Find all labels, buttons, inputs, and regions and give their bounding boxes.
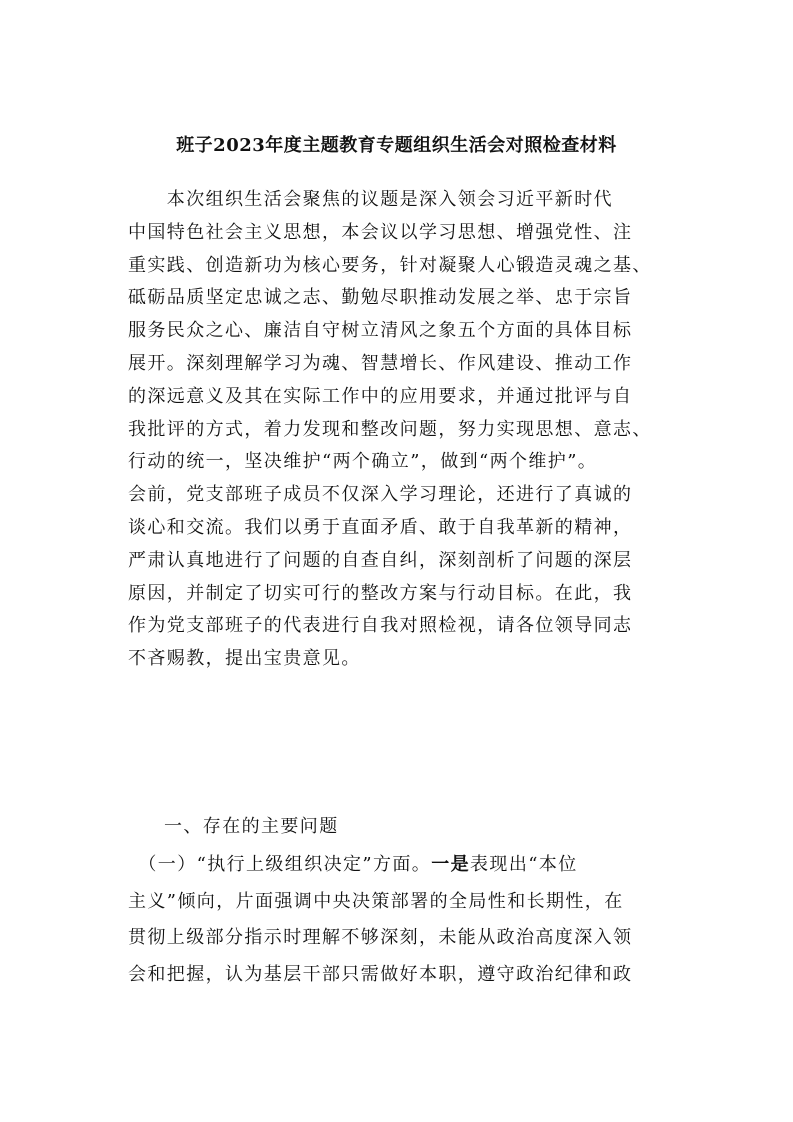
section-heading: 一、存在的主要问题 bbox=[164, 816, 339, 837]
paragraph-line: 中国特色社会主义思想，本会议以学习思想、增强党性、注 bbox=[128, 221, 633, 243]
paragraph-line: 主义”倾向，片面强调中央决策部署的全局性和长期性，在 bbox=[128, 890, 624, 912]
paragraph-line: 作为党支部班子的代表进行自我对照检视，请各位领导同志 bbox=[128, 615, 633, 637]
item-text: 表现出“本位 bbox=[470, 854, 578, 875]
paragraph-line: 砥砺品质坚定忠诚之志、勤勉尽职推动发展之举、忠于宗旨 bbox=[128, 287, 633, 309]
item-heading: （一）“执行上级组织决定”方面。 bbox=[128, 854, 432, 875]
paragraph-line: 原因，并制定了切实可行的整改方案与行动目标。在此，我 bbox=[128, 582, 633, 604]
paragraph-line: 的深远意义及其在实际工作中的应用要求，并通过批评与自 bbox=[128, 385, 633, 407]
paragraph-line: 重实践、创造新功为核心要务，针对凝聚人心锻造灵魂之基、 bbox=[128, 254, 652, 276]
paragraph-intro bbox=[128, 184, 676, 676]
paragraph-line: 我批评的方式，着力发现和整改问题，努力实现思想、意志、 bbox=[128, 418, 652, 440]
paragraph-line: 会前，党支部班子成员不仅深入学习理论，还进行了真诚的 bbox=[128, 484, 633, 506]
paragraph-problems bbox=[128, 847, 676, 993]
paragraph-line: 贯彻上级部分指示时理解不够深刻，未能从政治高度深入领 bbox=[128, 927, 633, 948]
emphasis-label: 一是 bbox=[431, 854, 471, 875]
paragraph-line: 服务民众之心、廉洁自守树立清风之象五个方面的具体目标 bbox=[128, 320, 633, 342]
paragraph-line: 会和把握，认为基层干部只需做好本职，遵守政治纪律和政 bbox=[128, 963, 633, 985]
paragraph-line: 展开。深刻理解学习为魂、智慧增长、作风建设、推动工作 bbox=[128, 352, 633, 374]
paragraph-line: 本次组织生活会聚焦的议题是深入领会习近平新时代 bbox=[128, 189, 613, 210]
paragraph-line bbox=[128, 847, 676, 884]
paragraph-line: 不吝赐教，提出宝贵意见。 bbox=[128, 648, 361, 670]
paragraph-line: 谈心和交流。我们以勇于直面矛盾、敢于自我革新的精神， bbox=[128, 516, 633, 538]
paragraph-line: 行动的统一，坚决维护“两个确立”，做到“两个维护”。 bbox=[128, 451, 598, 473]
paragraph-line: 严肃认真地进行了问题的自查自纠，深刻剖析了问题的深层 bbox=[128, 549, 633, 571]
document-title: 班子2023年度主题教育专题组织生活会对照检查材料 bbox=[176, 135, 617, 156]
